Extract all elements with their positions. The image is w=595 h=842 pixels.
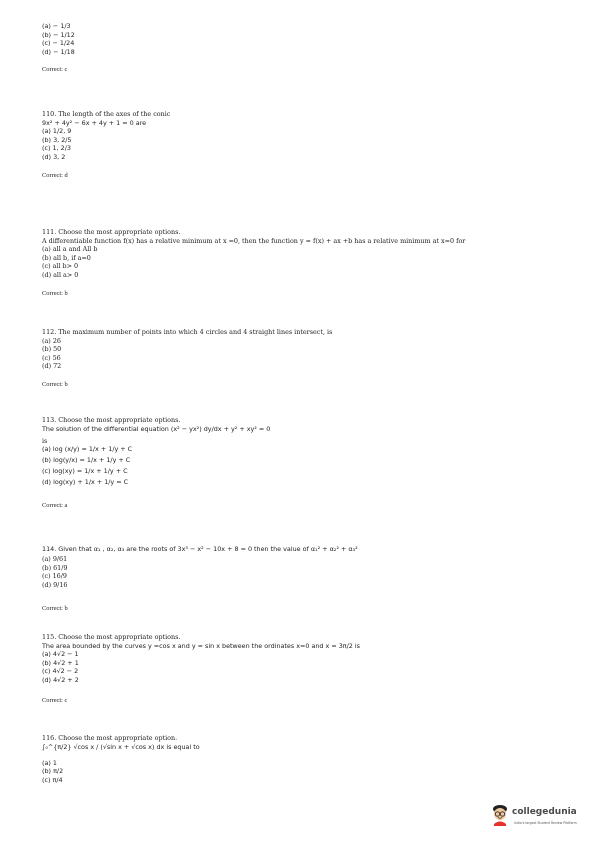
- option-b: (b) 3, 2/5: [42, 135, 72, 144]
- question-text: A differentiable function f(x) has a relative minimum at x =0, then the function y = f(x) + ax +b has a relative minimum at x=0 for: [42, 236, 466, 245]
- question-115: [42, 633, 562, 705]
- question-equation: 9x² + 4y² − 6x + 4y + 1 = 0 are: [42, 118, 147, 127]
- question-text: The area bounded by the curves y =cos x and y = sin x between the ordinates x=0 and x = 3π/2 is: [42, 641, 360, 650]
- option-d: (d) 3, 2: [42, 152, 66, 161]
- option-b: (b) all b, if a=0: [42, 253, 91, 262]
- question-111: [42, 228, 562, 298]
- option-a: (a) 26: [42, 336, 61, 345]
- question-116: [42, 734, 562, 784]
- correct-answer: Correct: b: [42, 605, 68, 613]
- option-a: (a) − 1/3: [42, 22, 71, 30]
- question-title: 113. Choose the most appropriate options.: [42, 416, 181, 424]
- option-a: (a) 1: [42, 758, 57, 767]
- correct-answer: Correct: b: [42, 380, 68, 388]
- question-block-prev: [42, 22, 562, 75]
- question-110: [42, 110, 562, 180]
- correct-answer: Correct: c: [42, 696, 68, 704]
- question-title: 115. Choose the most appropriate options.: [42, 633, 181, 641]
- option-a: (a) 9/61: [42, 555, 68, 563]
- option-b: (b) 61/9: [42, 563, 68, 572]
- question-title: 116. Choose the most appropriate option.: [42, 734, 178, 742]
- correct-answer: Correct: d: [42, 171, 68, 179]
- option-c: (c) all b> 0: [42, 262, 79, 271]
- option-a: (a) log (x/y) = 1/x + 1/y + C: [42, 445, 133, 454]
- question-title: 110. The length of the axes of the conic: [42, 110, 171, 118]
- option-c: (c) 56: [42, 353, 61, 362]
- correct-answer: Correct: c: [42, 66, 68, 74]
- option-b: (b) − 1/12: [42, 30, 75, 39]
- question-integral: ∫₀^{π/2} √cos x / (√sin x + √cos x) dx is equal to: [42, 742, 200, 751]
- question-title: 114. Given that α₁ , α₂, α₃ are the roots of 3x³ − x² − 10x + 8 = 0 then the value of α₁² + α₂² + α₃²: [42, 545, 358, 553]
- option-c: (c) 16/9: [42, 572, 67, 581]
- question-112: [42, 328, 562, 390]
- question-is: is: [42, 436, 48, 445]
- option-a: (a) 1/2, 9: [42, 127, 72, 136]
- question-title: 112. The maximum number of points into which 4 circles and 4 straight lines intersect, is: [42, 328, 333, 336]
- logo-tagline: India's largest Student Review Platform: [514, 821, 577, 825]
- option-b: (b) 4√2 + 1: [42, 658, 79, 667]
- option-b: (b) π/2: [42, 767, 64, 776]
- option-b: (b) 50: [42, 345, 62, 354]
- question-title: 111. Choose the most appropriate options.: [42, 228, 181, 236]
- option-d: (d) 72: [42, 362, 62, 371]
- collegedunia-logo: [490, 802, 590, 832]
- correct-answer: Correct: b: [42, 289, 68, 297]
- option-d: (d) 9/16: [42, 580, 68, 589]
- option-c: (c) log(xy) = 1/x + 1/y + C: [42, 467, 128, 476]
- logo-wordmark: collegedunia: [512, 807, 577, 817]
- option-d: (d) − 1/18: [42, 47, 75, 56]
- option-d: (d) log(xy) + 1/x + 1/y = C: [42, 478, 129, 487]
- correct-answer: Correct: a: [42, 502, 68, 510]
- option-a: (a) all a and All b: [42, 245, 98, 254]
- question-114: [42, 545, 562, 614]
- question-equation: The solution of the differential equation (x² − yx²) dy/dx + y² + xy² = 0: [42, 424, 271, 433]
- option-c: (c) − 1/24: [42, 39, 75, 48]
- option-a: (a) 4√2 − 1: [42, 650, 79, 659]
- option-c: (c) 4√2 − 2: [42, 667, 79, 676]
- option-c: (c) π/4: [42, 775, 63, 784]
- option-d: (d) 4√2 + 2: [42, 675, 79, 684]
- question-113: [42, 416, 562, 511]
- option-b: (b) log(y/x) = 1/x + 1/y + C: [42, 456, 131, 465]
- mascot-icon: [490, 804, 510, 826]
- option-c: (c) 1, 2/3: [42, 144, 71, 153]
- option-d: (d) all a> 0: [42, 270, 79, 279]
